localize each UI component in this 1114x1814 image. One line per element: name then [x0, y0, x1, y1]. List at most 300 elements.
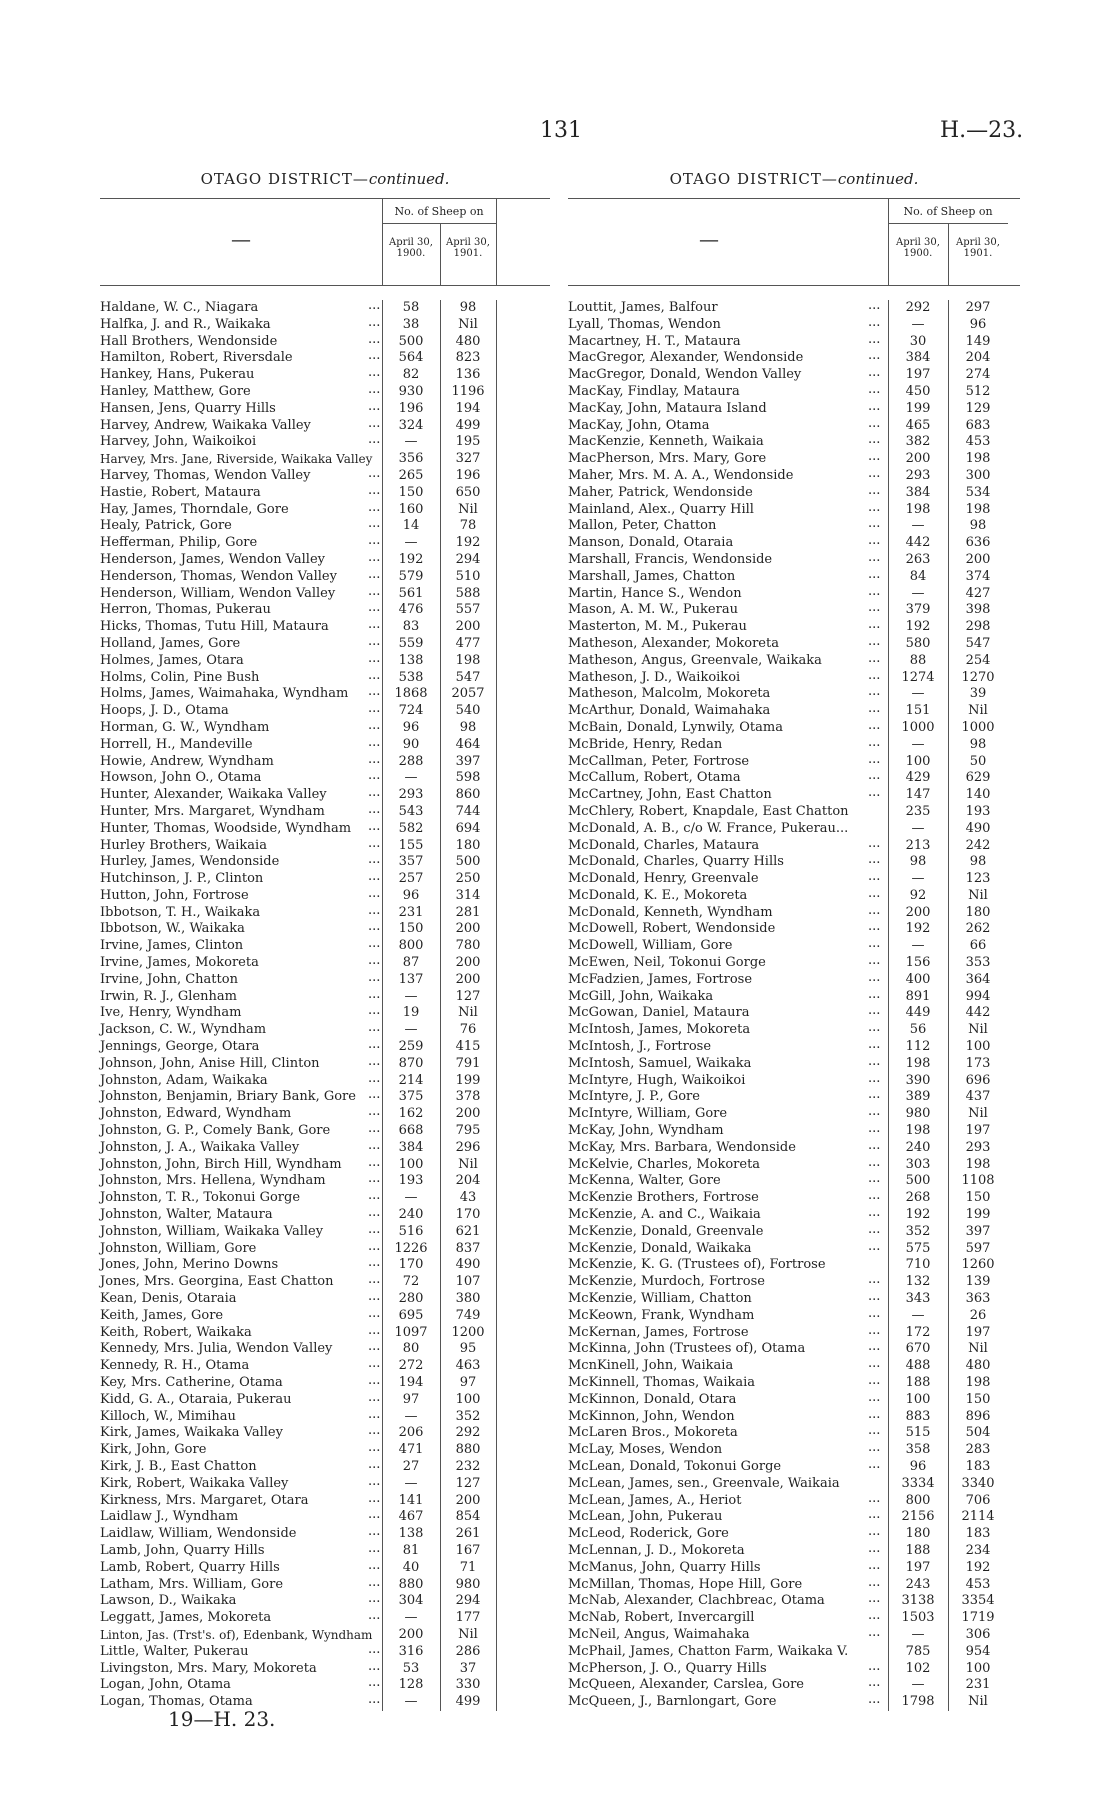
- sheep-1901-cell: 193: [965, 803, 991, 819]
- table-body: [100, 300, 550, 1711]
- leader-dots: ...: [868, 986, 881, 1002]
- leader-dots: ...: [368, 1675, 381, 1691]
- owner-name: McDonald, K. E., Mokoreta: [568, 887, 748, 903]
- leader-dots: ...: [368, 717, 381, 733]
- leader-dots: ...: [368, 1154, 381, 1170]
- table-row: [568, 1341, 1020, 1358]
- owner-name: Little, Walter, Pukerau: [100, 1643, 249, 1659]
- table-row: [568, 451, 1020, 468]
- table-row: [568, 751, 1020, 771]
- table-row: [568, 482, 1020, 502]
- leader-dots: ...: [868, 902, 881, 918]
- table-row: [568, 381, 1020, 401]
- table-row: [568, 1694, 1020, 1711]
- table-row: [568, 1070, 1020, 1090]
- owner-name: McDonald, Charles, Mataura: [568, 837, 760, 853]
- table-row: [100, 1257, 550, 1274]
- sheep-1901-cell: 180: [455, 837, 481, 853]
- sheep-1900-cell: 1798: [901, 1694, 935, 1710]
- sheep-1900-cell: 429: [905, 770, 931, 786]
- sheep-1901-cell: 363: [965, 1291, 991, 1307]
- sheep-1901-cell: Nil: [968, 1694, 988, 1710]
- sheep-1901-cell: 427: [965, 585, 991, 601]
- leader-dots: ...: [368, 583, 381, 599]
- leader-dots: ...: [368, 1020, 381, 1036]
- sheep-1901-cell: 76: [459, 1022, 477, 1038]
- sheep-1901-cell: 200: [455, 921, 481, 937]
- leader-dots: ...: [368, 1272, 381, 1288]
- sheep-1900-cell: 200: [905, 451, 931, 467]
- sheep-1901-cell: 954: [965, 1643, 991, 1659]
- table-row: [568, 1509, 1020, 1526]
- sheep-1901-cell: 199: [455, 1072, 481, 1088]
- sheep-1900-cell: 231: [398, 904, 424, 920]
- sheep-1901-cell: 706: [965, 1492, 991, 1508]
- owner-name: McLeod, Roderick, Gore: [568, 1526, 729, 1542]
- leader-dots: ...: [868, 1406, 881, 1422]
- table-row: [568, 1557, 1020, 1577]
- sheep-1900-cell: 53: [402, 1660, 420, 1676]
- owner-name: McLaren Bros., Mokoreta: [568, 1425, 738, 1441]
- leader-dots: ...: [368, 701, 381, 717]
- sheep-1901-cell: 261: [455, 1526, 481, 1542]
- table-row: [568, 804, 1020, 821]
- owner-name: Harvey, John, Waikoikoi: [100, 434, 257, 450]
- table-row: [100, 1490, 550, 1510]
- leader-dots: ...: [868, 1188, 881, 1204]
- table-row: [568, 1137, 1020, 1157]
- table-row: [100, 1173, 550, 1190]
- sheep-1900-cell: 90: [402, 736, 420, 752]
- sheep-1900-cell: 288: [398, 753, 424, 769]
- table-row: [568, 1039, 1020, 1056]
- sheep-1901-cell: 197: [965, 1324, 991, 1340]
- sheep-1900-cell: 265: [398, 467, 424, 483]
- sheep-1900-cell: 160: [398, 501, 424, 517]
- sheep-1900-cell: 488: [905, 1358, 931, 1374]
- sheep-1901-cell: Nil: [968, 887, 988, 903]
- owner-name: Johnston, Benjamin, Briary Bank, Gore: [100, 1089, 356, 1105]
- owner-name: McDonald, A. B., c/o W. France, Pukerau...: [568, 820, 849, 836]
- sheep-1901-cell: 296: [455, 1139, 481, 1155]
- sheep-1900-cell: 259: [398, 1039, 424, 1055]
- sheep-1900-cell: 1274: [901, 669, 935, 685]
- district-heading: OTAGO DISTRICT—continued.: [200, 170, 450, 188]
- table-row: [568, 314, 1020, 334]
- leader-dots: ...: [368, 986, 381, 1002]
- leader-dots: ...: [368, 1053, 381, 1069]
- sheep-1901-cell: 234: [965, 1542, 991, 1558]
- owner-name: Holmes, James, Otara: [100, 652, 244, 668]
- owner-name: McCallman, Peter, Fortrose: [568, 753, 750, 769]
- leader-dots: ...: [868, 549, 881, 565]
- sheep-1901-cell: 499: [455, 1694, 481, 1710]
- sheep-1900-cell: 538: [398, 669, 424, 685]
- owner-name: Kirk, James, Waikaka Valley: [100, 1425, 283, 1441]
- table-row: [100, 1106, 550, 1123]
- sheep-1900-cell: 197: [905, 367, 931, 383]
- owner-name: Hurley Brothers, Waikaia: [100, 837, 267, 853]
- owner-name: MacKenzie, Kenneth, Waikaia: [568, 434, 764, 450]
- sheep-1900-cell: 198: [905, 1123, 931, 1139]
- table-row: [100, 854, 550, 871]
- sheep-1901-cell: 173: [965, 1055, 991, 1071]
- sheep-1900-cell: 30: [909, 333, 927, 349]
- sheep-1901-cell: 650: [455, 484, 481, 500]
- leader-dots: ...: [368, 1322, 381, 1338]
- owner-name: Hamilton, Robert, Riversdale: [100, 350, 293, 366]
- owner-name: McNeil, Angus, Waimahaka: [568, 1626, 750, 1642]
- sheep-1900-cell: 92: [909, 887, 927, 903]
- table-row: [568, 921, 1020, 938]
- sheep-1900-cell: 384: [905, 350, 931, 366]
- sheep-1900-cell: 206: [398, 1425, 424, 1441]
- owner-name: McLay, Moses, Wendon: [568, 1442, 723, 1458]
- sheep-1901-cell: 283: [965, 1442, 991, 1458]
- sheep-1900-cell: 500: [398, 333, 424, 349]
- owner-name: Horrell, H., Mandeville: [100, 736, 253, 752]
- sheep-1900-cell: 188: [905, 1375, 931, 1390]
- sheep-1901-cell: 262: [965, 921, 991, 937]
- leader-dots: ...: [368, 1188, 381, 1204]
- sheep-1901-cell: 397: [965, 1223, 991, 1239]
- sheep-1901-cell: 500: [455, 854, 481, 870]
- sheep-1900-cell: 38: [402, 316, 420, 332]
- sheep-1900-cell: —: [404, 434, 418, 450]
- leader-dots: ...: [868, 1037, 881, 1053]
- sheep-1900-cell: 156: [905, 955, 931, 971]
- sheep-1901-cell: 557: [455, 602, 481, 618]
- column-rule: [888, 300, 889, 1711]
- owner-name: Johnston, Mrs. Hellena, Wyndham: [100, 1173, 326, 1189]
- leader-dots: ...: [868, 1339, 881, 1355]
- table-row: [100, 871, 550, 888]
- sheep-1901-cell: 1719: [961, 1610, 995, 1626]
- col-1901-header: April 30, 1901.: [956, 237, 1000, 259]
- leader-dots: ...: [368, 1540, 381, 1556]
- owner-name: Hankey, Hans, Pukerau: [100, 367, 255, 383]
- sheep-1901-cell: 50: [969, 753, 987, 769]
- sheep-1901-cell: 198: [965, 1375, 991, 1390]
- leader-dots: ...: [368, 1104, 381, 1120]
- table-row: [568, 1005, 1020, 1022]
- sheep-1900-cell: 40: [402, 1559, 420, 1575]
- table-row: [568, 854, 1020, 871]
- table-row: [100, 1658, 550, 1678]
- leader-dots: ...: [868, 1490, 881, 1506]
- sheep-1900-cell: 303: [905, 1156, 931, 1172]
- table-row: [100, 633, 550, 653]
- sheep-1901-cell: 1270: [961, 669, 995, 685]
- sheep-1901-cell: 95: [459, 1341, 477, 1357]
- leader-dots: ...: [368, 902, 381, 918]
- owner-name: Jones, John, Merino Downs: [100, 1257, 279, 1273]
- owner-name: Johnston, J. A., Waikaka Valley: [100, 1139, 300, 1155]
- owner-name: Howson, John O., Otama: [100, 770, 262, 786]
- sheep-1900-cell: 200: [905, 904, 931, 920]
- owner-name: McKinnon, John, Wendon: [568, 1408, 735, 1424]
- owner-name: Matheson, Angus, Greenvale, Waikaka: [568, 652, 822, 668]
- table-row: [100, 902, 550, 922]
- sheep-1901-cell: 196: [455, 467, 481, 483]
- leader-dots: ...: [868, 1440, 881, 1456]
- leader-dots: ...: [868, 1205, 881, 1221]
- leader-dots: ...: [368, 415, 381, 431]
- leader-dots: ...: [368, 801, 381, 817]
- sheep-1901-cell: 2057: [451, 686, 485, 702]
- owner-name: Harvey, Thomas, Wendon Valley: [100, 467, 311, 483]
- table-row: [100, 1593, 550, 1610]
- table-row: [100, 1291, 550, 1308]
- leader-dots: ...: [868, 1624, 881, 1640]
- sheep-1900-cell: 192: [905, 619, 931, 635]
- sheep-1901-cell: 150: [965, 1190, 991, 1206]
- leader-dots: ...: [368, 566, 381, 582]
- owner-name: Lamb, John, Quarry Hills: [100, 1542, 265, 1558]
- sheep-1900-cell: 561: [398, 585, 424, 601]
- leader-dots: ...: [868, 936, 881, 952]
- sheep-1900-cell: —: [404, 988, 418, 1004]
- leader-dots: ...: [868, 1574, 881, 1590]
- table-row: [100, 518, 550, 535]
- leader-dots: ...: [868, 1658, 881, 1674]
- leader-dots: ...: [368, 432, 381, 448]
- owner-name: McKinnon, Donald, Otara: [568, 1391, 737, 1407]
- sheep-1900-cell: 358: [905, 1442, 931, 1458]
- owner-name: Kirk, John, Gore: [100, 1442, 207, 1458]
- table-row: [568, 300, 1020, 317]
- sheep-1901-cell: 463: [455, 1358, 481, 1374]
- sheep-1900-cell: 194: [398, 1375, 424, 1390]
- sheep-1901-cell: 374: [965, 568, 991, 584]
- sheep-1901-cell: 880: [455, 1442, 481, 1458]
- sheep-1901-cell: 534: [965, 484, 991, 500]
- sheep-1900-cell: 240: [398, 1207, 424, 1223]
- sheep-1900-cell: 891: [905, 988, 931, 1004]
- leader-dots: ...: [868, 1373, 881, 1388]
- sheep-1900-cell: 180: [905, 1526, 931, 1542]
- leader-dots: ...: [368, 1238, 381, 1254]
- table-row: [100, 818, 550, 838]
- owner-name: Jones, Mrs. Georgina, East Chatton: [100, 1274, 334, 1290]
- table-row: [568, 633, 1020, 653]
- sheep-1901-cell: Nil: [968, 1022, 988, 1038]
- left-column: [100, 170, 550, 1711]
- sheep-1901-cell: 274: [965, 367, 991, 383]
- sheep-1900-cell: 87: [402, 955, 420, 971]
- table-row: [568, 415, 1020, 435]
- sheep-1901-cell: 540: [455, 703, 481, 719]
- district-heading: OTAGO DISTRICT—continued.: [669, 170, 919, 188]
- table-row: [568, 1221, 1020, 1241]
- sheep-group-header: No. of Sheep on: [903, 205, 993, 218]
- sheep-1901-cell: 1196: [451, 383, 485, 399]
- leader-dots: ...: [868, 885, 881, 901]
- table-row: [100, 885, 550, 905]
- sheep-1901-cell: 192: [965, 1559, 991, 1575]
- owner-name: Louttit, James, Balfour: [568, 300, 718, 315]
- sheep-1900-cell: —: [911, 820, 925, 836]
- sheep-1900-cell: 82: [402, 367, 420, 383]
- table-row: [568, 1425, 1020, 1442]
- owner-name: Herron, Thomas, Pukerau: [100, 602, 271, 618]
- leader-dots: ...: [368, 1221, 381, 1237]
- sheep-1901-cell: 98: [459, 300, 477, 315]
- sheep-1900-cell: 442: [905, 535, 931, 551]
- leader-dots: ...: [368, 1507, 381, 1523]
- sheep-1901-cell: 854: [455, 1509, 481, 1525]
- table-row: [568, 734, 1020, 754]
- leader-dots: ...: [368, 1289, 381, 1305]
- sheep-1900-cell: 192: [398, 551, 424, 567]
- table-row: [568, 686, 1020, 703]
- leader-dots: ...: [868, 1121, 881, 1137]
- leader-dots: ...: [368, 667, 381, 683]
- sheep-1900-cell: 84: [909, 568, 927, 584]
- leader-dots: ...: [368, 969, 381, 985]
- sheep-1900-cell: 471: [398, 1442, 424, 1458]
- sheep-1900-cell: 280: [398, 1291, 424, 1307]
- leader-dots: ...: [368, 1305, 381, 1321]
- sheep-1901-cell: Nil: [458, 1156, 478, 1172]
- sheep-1900-cell: 170: [398, 1257, 424, 1273]
- sheep-1901-cell: 823: [455, 350, 481, 366]
- sheep-1900-cell: 188: [905, 1542, 931, 1558]
- leader-dots: ...: [868, 1104, 881, 1120]
- table-row: [568, 1644, 1020, 1661]
- leader-dots: ...: [868, 1137, 881, 1153]
- owner-name: Kennedy, R. H., Otama: [100, 1358, 250, 1374]
- sheep-1901-cell: 294: [455, 551, 481, 567]
- sheep-1901-cell: 100: [965, 1039, 991, 1055]
- owner-name: Kirkness, Mrs. Margaret, Otara: [100, 1492, 309, 1508]
- leader-dots: ...: [368, 1456, 381, 1472]
- sheep-1900-cell: 1503: [901, 1610, 935, 1626]
- column-rule: [496, 300, 497, 1711]
- leader-dots: ...: [868, 869, 881, 885]
- table-row: [100, 801, 550, 821]
- leader-dots: ...: [368, 1406, 381, 1422]
- sheep-1901-cell: 499: [455, 417, 481, 433]
- owner-name: Kirk, Robert, Waikaka Valley: [100, 1475, 289, 1491]
- leader-dots: ...: [368, 365, 381, 381]
- table-row: [568, 969, 1020, 989]
- owner-name: Henderson, Thomas, Wendon Valley: [100, 568, 337, 584]
- sheep-1900-cell: 1000: [901, 719, 935, 735]
- sheep-1901-cell: 98: [969, 518, 987, 534]
- sheep-1900-cell: —: [404, 1610, 418, 1626]
- sheep-1900-cell: 132: [905, 1274, 931, 1290]
- sheep-1901-cell: 98: [969, 854, 987, 870]
- leader-dots: ...: [868, 1692, 881, 1708]
- owner-name: MacKay, Findlay, Mataura: [568, 383, 740, 399]
- sheep-1900-cell: 384: [398, 1139, 424, 1155]
- leader-dots: ...: [868, 583, 881, 599]
- sheep-1901-cell: 100: [965, 1660, 991, 1676]
- owner-name: McKenzie Brothers, Fortrose: [568, 1190, 759, 1206]
- owner-name: MacPherson, Mrs. Mary, Gore: [568, 451, 767, 467]
- sheep-1901-cell: 480: [965, 1358, 991, 1374]
- sheep-1900-cell: 80: [402, 1341, 420, 1357]
- owner-name: McMillan, Thomas, Hope Hill, Gore: [568, 1576, 803, 1592]
- sheep-1900-cell: 1226: [394, 1240, 428, 1256]
- table-row: [568, 619, 1020, 636]
- leader-dots: ...: [368, 1524, 381, 1540]
- sheep-1900-cell: —: [911, 686, 925, 702]
- sheep-1901-cell: 198: [965, 1156, 991, 1172]
- sheep-1901-cell: 415: [455, 1039, 481, 1055]
- sheep-1900-cell: —: [404, 1022, 418, 1038]
- table-row: [568, 535, 1020, 552]
- sheep-1901-cell: 200: [455, 1492, 481, 1508]
- sheep-1901-cell: 180: [965, 904, 991, 920]
- owner-name: Keith, James, Gore: [100, 1307, 224, 1323]
- sheep-1901-cell: 621: [455, 1223, 481, 1239]
- sheep-1901-cell: 232: [455, 1458, 481, 1474]
- table-row: [568, 1658, 1020, 1678]
- sheep-1901-cell: 129: [965, 400, 991, 416]
- owner-name: Lamb, Robert, Quarry Hills: [100, 1559, 280, 1575]
- owner-name: Johnson, John, Anise Hill, Clinton: [100, 1055, 320, 1071]
- sheep-1901-cell: 300: [965, 467, 991, 483]
- leader-dots: ...: [868, 1154, 881, 1170]
- leader-dots: ...: [868, 1053, 881, 1069]
- sheep-1901-cell: 453: [965, 1576, 991, 1592]
- owner-name: Laidlaw J., Wyndham: [100, 1509, 239, 1525]
- right-column: [568, 170, 1020, 1711]
- leader-dots: ...: [868, 1423, 881, 1439]
- table-row: [100, 367, 550, 384]
- sheep-1901-cell: 477: [455, 635, 481, 651]
- col-1900-header: April 30, 1900.: [896, 237, 940, 259]
- owner-name: Hay, James, Thorndale, Gore: [100, 501, 289, 517]
- leader-dots: ...: [868, 969, 881, 985]
- owner-name: McKenzie, K. G. (Trustees of), Fortrose: [568, 1257, 826, 1273]
- table-row: [100, 955, 550, 972]
- sheep-1901-cell: 453: [965, 434, 991, 450]
- leader-dots: ...: [368, 1440, 381, 1456]
- owner-name: McPherson, J. O., Quarry Hills: [568, 1660, 767, 1676]
- owner-name: Matheson, Malcolm, Mokoreta: [568, 686, 771, 702]
- owner-name: McGill, John, Waikaka: [568, 988, 714, 1004]
- table-row: [100, 1022, 550, 1039]
- sheep-1900-cell: 162: [398, 1106, 424, 1122]
- sheep-1900-cell: 375: [398, 1089, 424, 1105]
- sheep-1900-cell: 467: [398, 1509, 424, 1525]
- sheep-1901-cell: 3354: [961, 1593, 995, 1609]
- sheep-1900-cell: 724: [398, 703, 424, 719]
- sheep-1900-cell: 214: [398, 1072, 424, 1088]
- leader-dots: ...: [368, 885, 381, 901]
- owner-name: McManus, John, Quarry Hills: [568, 1559, 761, 1575]
- owner-name: MacGregor, Alexander, Wendonside: [568, 350, 804, 366]
- sheep-1900-cell: 516: [398, 1223, 424, 1239]
- table-row: [100, 787, 550, 804]
- table-row: [568, 1442, 1020, 1459]
- sheep-1900-cell: —: [404, 1475, 418, 1491]
- column-rule: [382, 300, 383, 1711]
- table-row: [100, 300, 550, 317]
- leader-dots: ...: [368, 1473, 381, 1489]
- owner-name: McGowan, Daniel, Mataura: [568, 1005, 750, 1021]
- leader-dots: ...: [368, 1037, 381, 1053]
- table-row: [568, 1526, 1020, 1543]
- sheep-1900-cell: —: [911, 585, 925, 601]
- sheep-1901-cell: 629: [965, 770, 991, 786]
- sheep-1900-cell: 98: [909, 854, 927, 870]
- leader-dots: ...: [868, 1557, 881, 1573]
- leader-dots: ...: [868, 600, 881, 616]
